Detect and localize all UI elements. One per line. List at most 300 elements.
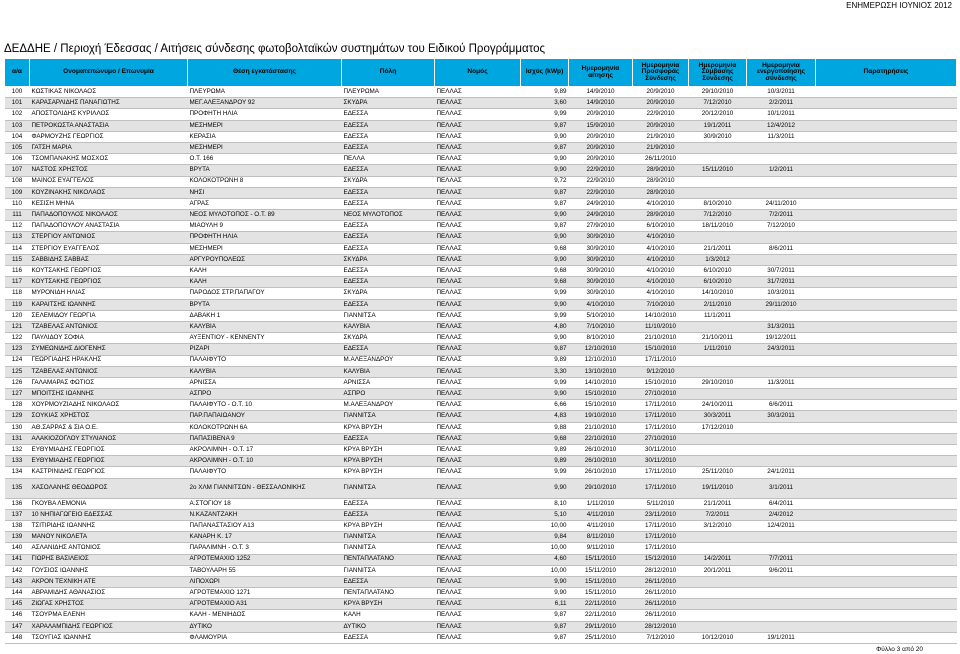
- cell-city: ΠΛΕΥΡΩΜΑ: [342, 87, 435, 98]
- cell-contract-date: 25/11/2010: [689, 467, 747, 478]
- cell-contract-date: [689, 389, 747, 400]
- cell-application-date: 30/9/2010: [569, 288, 633, 299]
- cell-offer-date: 15/10/2010: [633, 377, 689, 388]
- cell-name: ΤΖΑΒΕΛΑΣ ΑΝΤΩΝΙΟΣ: [30, 321, 188, 332]
- cell-city: ΓΙΑΝΝΙΤΣΑ: [342, 310, 435, 321]
- cell-location: ΤΑΒΟΥΛΑΡΗ 55: [188, 565, 342, 576]
- cell-location: ΜΙΑΟΥΛΗ 9: [188, 221, 342, 232]
- cell-application-date: 30/9/2010: [569, 254, 633, 265]
- cell-prefecture: ΠΕΛΛΑΣ: [435, 288, 521, 299]
- cell-location: ΚΑΛΗ - ΜΕΝΙΗΔΟΣ: [188, 610, 342, 621]
- cell-aa: 111: [5, 210, 30, 221]
- table-row: [5, 565, 957, 576]
- cell-power: 6,11: [521, 599, 569, 610]
- cell-aa: 118: [5, 288, 30, 299]
- cell-location: ΑΡΓΥΡΟΥΠΟΛΕΩΣ: [188, 254, 342, 265]
- cell-remarks: [816, 98, 957, 109]
- cell-offer-date: 21/10/2010: [633, 333, 689, 344]
- cell-offer-date: 4/10/2010: [633, 232, 689, 243]
- cell-power: 9,87: [521, 187, 569, 198]
- cell-aa: 139: [5, 532, 30, 543]
- cell-name: ΣΕΛΕΜΙΔΟΥ ΓΕΩΡΓΙΑ: [30, 310, 188, 321]
- cell-name: ΜΠΟΙΤΣΗΣ ΙΩΑΝΝΗΣ: [30, 389, 188, 400]
- cell-prefecture: ΠΕΛΛΑΣ: [435, 344, 521, 355]
- cell-contract-date: [689, 433, 747, 444]
- cell-power: 9,90: [521, 299, 569, 310]
- table-row: [5, 221, 957, 232]
- cell-remarks: [816, 467, 957, 478]
- cell-location: ΡΙΖΑΡΙ: [188, 344, 342, 355]
- cell-prefecture: ΠΕΛΛΑΣ: [435, 321, 521, 332]
- cell-power: 10,00: [521, 543, 569, 554]
- cell-location: Ο.Τ. 166: [188, 154, 342, 165]
- cell-contract-date: 29/10/2010: [689, 87, 747, 98]
- cell-application-date: 27/9/2010: [569, 221, 633, 232]
- col-header-activation-date: Ημερομηνία ενεργοποίησης σύνδεσης: [747, 59, 816, 87]
- cell-city: ΕΔΕΣΣΑ: [342, 165, 435, 176]
- cell-offer-date: 17/11/2010: [633, 422, 689, 433]
- cell-location: ΦΛΑΜΟΥΡΙΑ: [188, 632, 342, 643]
- cell-aa: 121: [5, 321, 30, 332]
- cell-power: 9,89: [521, 456, 569, 467]
- col-header-remarks: Παρατηρήσεις: [816, 59, 957, 87]
- cell-offer-date: 6/10/2010: [633, 221, 689, 232]
- cell-aa: 107: [5, 165, 30, 176]
- cell-aa: 133: [5, 456, 30, 467]
- cell-remarks: [816, 498, 957, 509]
- cell-location: ΜΕΣΗΜΕΡΙ: [188, 142, 342, 153]
- cell-contract-date: [689, 154, 747, 165]
- cell-location: Α.ΣΤΟΓΙΟΥ 18: [188, 498, 342, 509]
- document-title: ΔΕΔΔΗΕ / Περιοχή Έδεσσας / Αιτήσεις σύνδεσης φωτοβολταϊκών συστημάτων του Ειδικού Προγράμματος: [4, 43, 546, 55]
- cell-city: ΕΔΕΣΣΑ: [342, 277, 435, 288]
- cell-offer-date: 26/11/2010: [633, 588, 689, 599]
- cell-aa: 148: [5, 632, 30, 643]
- cell-name: ΓΑΤΣΗ ΜΑΡΙΑ: [30, 142, 188, 153]
- cell-activation-date: 7/12/2010: [747, 221, 816, 232]
- cell-aa: 138: [5, 520, 30, 531]
- cell-prefecture: ΠΕΛΛΑΣ: [435, 198, 521, 209]
- cell-offer-date: 4/10/2010: [633, 288, 689, 299]
- cell-city: ΓΙΑΝΝΙΤΣΑ: [342, 543, 435, 554]
- cell-contract-date: 20/12/2010: [689, 109, 747, 120]
- cell-application-date: 25/11/2010: [569, 632, 633, 643]
- cell-offer-date: 22/9/2010: [633, 109, 689, 120]
- table-row: [5, 142, 957, 153]
- cell-offer-date: 17/11/2010: [633, 400, 689, 411]
- cell-aa: 116: [5, 266, 30, 277]
- cell-contract-date: 19/1/2011: [689, 120, 747, 131]
- cell-name: ΑΚΡΟΝ ΤΕΧΝΙΚΗ ΑΤΕ: [30, 576, 188, 587]
- cell-activation-date: [747, 389, 816, 400]
- cell-aa: 108: [5, 176, 30, 187]
- table-row: [5, 120, 957, 131]
- cell-aa: 104: [5, 131, 30, 142]
- cell-contract-date: 24/10/2011: [689, 400, 747, 411]
- cell-remarks: [816, 445, 957, 456]
- cell-city: ΕΔΕΣΣΑ: [342, 187, 435, 198]
- cell-remarks: [816, 154, 957, 165]
- cell-location: ΑΓΡΟΤΕΜΑΧΙΟ Α31: [188, 599, 342, 610]
- cell-city: ΕΔΕΣΣΑ: [342, 509, 435, 520]
- cell-offer-date: 20/9/2010: [633, 87, 689, 98]
- cell-activation-date: [747, 621, 816, 632]
- cell-power: 6,66: [521, 400, 569, 411]
- cell-offer-date: 17/11/2010: [633, 532, 689, 543]
- table-row: [5, 554, 957, 565]
- cell-prefecture: ΠΕΛΛΑΣ: [435, 520, 521, 531]
- table-row: [5, 232, 957, 243]
- cell-activation-date: [747, 142, 816, 153]
- cell-application-date: 30/9/2010: [569, 277, 633, 288]
- cell-contract-date: [689, 532, 747, 543]
- cell-aa: 119: [5, 299, 30, 310]
- cell-prefecture: ΠΕΛΛΑΣ: [435, 187, 521, 198]
- cell-name: ΕΥΘΥΜΙΑΔΗΣ ΓΕΩΡΓΙΟΣ: [30, 456, 188, 467]
- cell-power: 5,10: [521, 509, 569, 520]
- cell-activation-date: [747, 355, 816, 366]
- cell-power: 9,72: [521, 176, 569, 187]
- cell-activation-date: 19/12/2011: [747, 333, 816, 344]
- table-row: [5, 176, 957, 187]
- cell-activation-date: 30/7/2011: [747, 266, 816, 277]
- cell-power: 9,68: [521, 243, 569, 254]
- table-row: [5, 154, 957, 165]
- cell-power: 3,30: [521, 366, 569, 377]
- cell-offer-date: 28/9/2010: [633, 210, 689, 221]
- cell-activation-date: [747, 422, 816, 433]
- cell-contract-date: 8/10/2010: [689, 198, 747, 209]
- cell-contract-date: 11/1/2011: [689, 310, 747, 321]
- cell-offer-date: 7/12/2010: [633, 632, 689, 643]
- table-row: [5, 321, 957, 332]
- cell-location: ΠΑΡ.ΠΑΠΑΙΩΑΝΟΥ: [188, 411, 342, 422]
- cell-aa: 135: [5, 478, 30, 498]
- table-row: [5, 310, 957, 321]
- cell-power: 9,88: [521, 422, 569, 433]
- page-footer: Φύλλο 3 από 20: [876, 646, 923, 653]
- cell-city: ΕΔΕΣΣΑ: [342, 142, 435, 153]
- cell-location: ΑΓΡΟΤΕΜΑΧΙΟ 1252: [188, 554, 342, 565]
- cell-contract-date: 14/10/2010: [689, 288, 747, 299]
- cell-power: 9,87: [521, 142, 569, 153]
- cell-remarks: [816, 543, 957, 554]
- cell-offer-date: 4/10/2010: [633, 266, 689, 277]
- cell-activation-date: 10/3/2011: [747, 288, 816, 299]
- cell-contract-date: 21/10/2011: [689, 333, 747, 344]
- cell-remarks: [816, 254, 957, 265]
- table-row: [5, 520, 957, 531]
- cell-location: ΠΑΠΑΝΑΣΤΑΣΙΟΥ Α13: [188, 520, 342, 531]
- cell-remarks: [816, 176, 957, 187]
- cell-application-date: 20/9/2010: [569, 131, 633, 142]
- cell-name: ΑΛΑΚΙΟΖΟΓΛΟΥ ΣΤΥΛΙΑΝΟΣ: [30, 433, 188, 444]
- cell-prefecture: ΠΕΛΛΑΣ: [435, 478, 521, 498]
- cell-application-date: 12/10/2010: [569, 355, 633, 366]
- cell-aa: 141: [5, 554, 30, 565]
- table-row: [5, 621, 957, 632]
- cell-offer-date: 15/12/2010: [633, 554, 689, 565]
- cell-activation-date: 29/11/2010: [747, 299, 816, 310]
- cell-name: ΤΣΟΥΓΙΑΣ ΙΩΑΝΝΗΣ: [30, 632, 188, 643]
- cell-remarks: [816, 198, 957, 209]
- cell-remarks: [816, 588, 957, 599]
- cell-application-date: 20/9/2010: [569, 142, 633, 153]
- col-header-offer-date: Ημερομηνία Προσφοράς Σύνδεσης: [633, 59, 689, 87]
- cell-power: 9,87: [521, 632, 569, 643]
- cell-name: ΚΑΡΑΙΤΣΗΣ ΙΩΑΝΝΗΣ: [30, 299, 188, 310]
- cell-application-date: 29/10/2010: [569, 478, 633, 498]
- cell-prefecture: ΠΕΛΛΑΣ: [435, 87, 521, 98]
- cell-remarks: [816, 210, 957, 221]
- cell-offer-date: 20/9/2010: [633, 98, 689, 109]
- cell-contract-date: [689, 543, 747, 554]
- cell-power: 9,90: [521, 588, 569, 599]
- cell-contract-date: [689, 187, 747, 198]
- cell-offer-date: 9/12/2010: [633, 366, 689, 377]
- cell-remarks: [816, 333, 957, 344]
- cell-power: 4,83: [521, 411, 569, 422]
- cell-application-date: 14/9/2010: [569, 98, 633, 109]
- cell-aa: 127: [5, 389, 30, 400]
- cell-application-date: 8/11/2010: [569, 532, 633, 543]
- cell-location: ΚΑΛΗ: [188, 266, 342, 277]
- cell-activation-date: 7/2/2011: [747, 210, 816, 221]
- cell-offer-date: 27/10/2010: [633, 433, 689, 444]
- cell-name: ΜΥΡΟΝΙΔΗ ΗΛΙΑΣ: [30, 288, 188, 299]
- cell-contract-date: [689, 445, 747, 456]
- cell-name: ΣΑΒΒΙΔΗΣ ΣΑΒΒΑΣ: [30, 254, 188, 265]
- cell-activation-date: 1/2/2011: [747, 165, 816, 176]
- cell-activation-date: 24/1/2011: [747, 467, 816, 478]
- cell-activation-date: [747, 366, 816, 377]
- cell-name: ΜΑΝΟΥ ΝΙΚΟΛΕΤΑ: [30, 532, 188, 543]
- cell-name: ΓΟΥΣΙΟΣ ΙΩΑΝΝΗΣ: [30, 565, 188, 576]
- cell-name: ΑΠΟΣΤΟΛΙΔΗΣ ΚΥΡΙΛΛΟΣ: [30, 109, 188, 120]
- table-row: [5, 632, 957, 643]
- cell-application-date: 15/9/2010: [569, 120, 633, 131]
- cell-power: 9,90: [521, 254, 569, 265]
- cell-contract-date: 14/2/2011: [689, 554, 747, 565]
- cell-name: ΖΙΩΓΑΣ ΧΡΗΣΤΟΣ: [30, 599, 188, 610]
- col-header-application-date: Ημερομηνία αίτησης: [569, 59, 633, 87]
- cell-city: ΣΚΥΔΡΑ: [342, 333, 435, 344]
- cell-city: ΠΕΛΛΑ: [342, 154, 435, 165]
- cell-activation-date: [747, 456, 816, 467]
- cell-application-date: 7/10/2010: [569, 321, 633, 332]
- table-row: [5, 543, 957, 554]
- cell-activation-date: 11/3/2011: [747, 377, 816, 388]
- cell-application-date: 4/11/2010: [569, 509, 633, 520]
- cell-offer-date: 4/10/2010: [633, 277, 689, 288]
- cell-aa: 120: [5, 310, 30, 321]
- cell-offer-date: 26/11/2010: [633, 154, 689, 165]
- table-row: [5, 254, 957, 265]
- cell-aa: 128: [5, 400, 30, 411]
- cell-activation-date: [747, 588, 816, 599]
- table-row: [5, 299, 957, 310]
- cell-city: ΚΡΥΑ ΒΡΥΣΗ: [342, 520, 435, 531]
- cell-aa: 117: [5, 277, 30, 288]
- cell-name: ΤΣΙΤΙΡΙΔΗΣ ΙΩΑΝΝΗΣ: [30, 520, 188, 531]
- cell-aa: 113: [5, 232, 30, 243]
- cell-application-date: 15/11/2010: [569, 588, 633, 599]
- cell-remarks: [816, 576, 957, 587]
- cell-activation-date: [747, 543, 816, 554]
- cell-remarks: [816, 478, 957, 498]
- cell-remarks: [816, 422, 957, 433]
- cell-offer-date: 23/11/2010: [633, 509, 689, 520]
- cell-offer-date: 28/12/2010: [633, 565, 689, 576]
- cell-contract-date: 7/12/2010: [689, 210, 747, 221]
- cell-remarks: [816, 187, 957, 198]
- cell-power: 9,99: [521, 109, 569, 120]
- cell-prefecture: ΠΕΛΛΑΣ: [435, 610, 521, 621]
- cell-name: ΣΟΥΚΙΑΣ ΧΡΗΣΤΟΣ: [30, 411, 188, 422]
- cell-location: ΑΓΡΑΣ: [188, 198, 342, 209]
- cell-prefecture: ΠΕΛΛΑΣ: [435, 565, 521, 576]
- cell-remarks: [816, 131, 957, 142]
- cell-activation-date: [747, 176, 816, 187]
- cell-contract-date: 1/3/2012: [689, 254, 747, 265]
- cell-application-date: 1/11/2010: [569, 498, 633, 509]
- cell-city: ΕΔΕΣΣΑ: [342, 109, 435, 120]
- cell-offer-date: 26/11/2010: [633, 576, 689, 587]
- table-row: [5, 377, 957, 388]
- cell-offer-date: 17/11/2010: [633, 467, 689, 478]
- cell-power: 8,10: [521, 498, 569, 509]
- cell-aa: 126: [5, 377, 30, 388]
- cell-city: ΕΔΕΣΣΑ: [342, 232, 435, 243]
- cell-city: ΓΙΑΝΝΙΤΣΑ: [342, 532, 435, 543]
- cell-name: ΑΘ.ΣΑΡΡΑΣ & ΣΙΑ Ο.Ε.: [30, 422, 188, 433]
- cell-location: ΠΡΟΦΗΤΗ ΗΛΙΑ: [188, 109, 342, 120]
- cell-activation-date: [747, 187, 816, 198]
- table-row: [5, 344, 957, 355]
- cell-prefecture: ΠΕΛΛΑΣ: [435, 254, 521, 265]
- cell-activation-date: 30/3/2011: [747, 411, 816, 422]
- cell-prefecture: ΠΕΛΛΑΣ: [435, 532, 521, 543]
- cell-activation-date: 11/3/2011: [747, 131, 816, 142]
- table-row: [5, 478, 957, 498]
- cell-city: ΔΥΤΙΚΟ: [342, 621, 435, 632]
- cell-power: 9,87: [521, 610, 569, 621]
- cell-location: ΑΚΡΟΛΙΜΝΗ - Ο.Τ. 10: [188, 456, 342, 467]
- cell-aa: 112: [5, 221, 30, 232]
- cell-prefecture: ΠΕΛΛΑΣ: [435, 621, 521, 632]
- cell-contract-date: 19/11/2010: [689, 478, 747, 498]
- cell-aa: 100: [5, 87, 30, 98]
- cell-power: 4,60: [521, 554, 569, 565]
- cell-power: 9,84: [521, 532, 569, 543]
- table-row: [5, 498, 957, 509]
- cell-remarks: [816, 621, 957, 632]
- cell-power: 9,99: [521, 467, 569, 478]
- cell-prefecture: ΠΕΛΛΑΣ: [435, 266, 521, 277]
- cell-contract-date: [689, 321, 747, 332]
- cell-city: ΚΡΥΑ ΒΡΥΣΗ: [342, 456, 435, 467]
- cell-prefecture: ΠΕΛΛΑΣ: [435, 456, 521, 467]
- cell-remarks: [816, 232, 957, 243]
- cell-name: ΚΟΥΤΣΑΚΗΣ ΓΕΩΡΓΙΟΣ: [30, 266, 188, 277]
- cell-application-date: 15/11/2010: [569, 554, 633, 565]
- cell-application-date: 20/9/2010: [569, 109, 633, 120]
- cell-remarks: [816, 520, 957, 531]
- cell-city: ΓΙΑΝΝΙΤΣΑ: [342, 478, 435, 498]
- cell-power: 9,90: [521, 478, 569, 498]
- cell-aa: 144: [5, 588, 30, 599]
- cell-offer-date: 17/11/2010: [633, 478, 689, 498]
- cell-aa: 114: [5, 243, 30, 254]
- cell-offer-date: 4/10/2010: [633, 243, 689, 254]
- cell-location: ΝΗΣΙ: [188, 187, 342, 198]
- cell-offer-date: 28/9/2010: [633, 187, 689, 198]
- cell-city: ΕΔΕΣΣΑ: [342, 221, 435, 232]
- cell-activation-date: [747, 532, 816, 543]
- cell-location: 2ο ΧΛΜ ΓΙΑΝΝΙΤΣΩΝ - ΘΕΣΣΑΛΟΝΙΚΗΣ: [188, 478, 342, 498]
- cell-offer-date: 21/9/2010: [633, 131, 689, 142]
- col-header-aa: α/α: [5, 59, 30, 87]
- cell-power: 9,89: [521, 355, 569, 366]
- cell-name: ΧΟΥΡΜΟΥΖΙΑΔΗΣ ΝΙΚΟΛΑΟΣ: [30, 400, 188, 411]
- cell-offer-date: 17/11/2010: [633, 520, 689, 531]
- cell-remarks: [816, 400, 957, 411]
- cell-city: ΣΚΥΔΡΑ: [342, 98, 435, 109]
- cell-location: ΚΟΛΟΚΟΤΡΩΝΗ 6Α: [188, 422, 342, 433]
- cell-remarks: [816, 554, 957, 565]
- cell-offer-date: 27/10/2010: [633, 389, 689, 400]
- cell-contract-date: [689, 142, 747, 153]
- table-row: [5, 445, 957, 456]
- cell-contract-date: 30/9/2010: [689, 131, 747, 142]
- cell-application-date: 30/9/2010: [569, 243, 633, 254]
- cell-city: ΑΣΠΡΟ: [342, 389, 435, 400]
- cell-location: ΚΑΝΑΡΗ Κ. 17: [188, 532, 342, 543]
- cell-name: ΤΖΑΒΕΛΑΣ ΑΝΤΩΝΙΟΣ: [30, 366, 188, 377]
- cell-offer-date: 15/10/2010: [633, 344, 689, 355]
- cell-power: 9,87: [521, 221, 569, 232]
- cell-location: ΝΕΟΣ ΜΥΛΟΤΟΠΟΣ - Ο.Τ. 89: [188, 210, 342, 221]
- cell-aa: 130: [5, 422, 30, 433]
- cell-activation-date: [747, 576, 816, 587]
- cell-activation-date: 2/2/2011: [747, 98, 816, 109]
- cell-activation-date: 3/1/2011: [747, 478, 816, 498]
- table-row: [5, 277, 957, 288]
- table-row: [5, 198, 957, 209]
- cell-power: 9,68: [521, 433, 569, 444]
- cell-contract-date: [689, 621, 747, 632]
- cell-city: ΚΡΥΑ ΒΡΥΣΗ: [342, 422, 435, 433]
- cell-offer-date: 7/10/2010: [633, 299, 689, 310]
- cell-contract-date: 29/10/2010: [689, 377, 747, 388]
- cell-prefecture: ΠΕΛΛΑΣ: [435, 433, 521, 444]
- cell-prefecture: ΠΕΛΛΑΣ: [435, 243, 521, 254]
- cell-application-date: 24/9/2010: [569, 210, 633, 221]
- cell-name: ΧΑΡΑΛΑΜΠΙΔΗΣ ΓΕΩΡΓΙΟΣ: [30, 621, 188, 632]
- cell-location: ΚΕΡΑΣΙΑ: [188, 131, 342, 142]
- cell-aa: 131: [5, 433, 30, 444]
- cell-contract-date: 6/10/2010: [689, 277, 747, 288]
- cell-contract-date: 1/11/2010: [689, 344, 747, 355]
- cell-prefecture: ΠΕΛΛΑΣ: [435, 411, 521, 422]
- cell-power: 9,99: [521, 310, 569, 321]
- cell-name: ΚΩΣΤΙΚΑΣ ΝΙΚΟΛΑΟΣ: [30, 87, 188, 98]
- cell-name: ΓΙΩΡΗΣ ΒΑΣΙΛΕΙΟΣ: [30, 554, 188, 565]
- cell-contract-date: [689, 576, 747, 587]
- cell-activation-date: 12/4/2012: [747, 120, 816, 131]
- cell-contract-date: [689, 232, 747, 243]
- cell-name: ΝΑΣΤΟΣ ΧΡΗΣΤΟΣ: [30, 165, 188, 176]
